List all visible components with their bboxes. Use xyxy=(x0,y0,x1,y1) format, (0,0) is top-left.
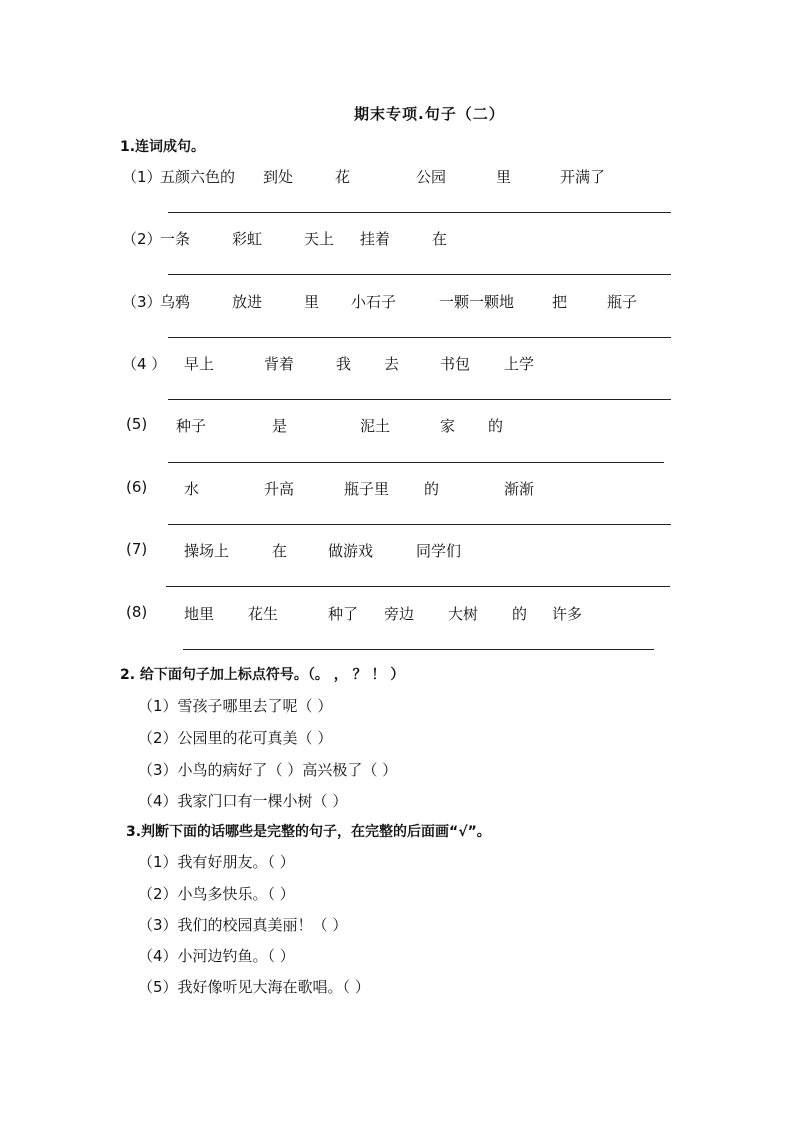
word-card: 在 xyxy=(272,542,288,560)
judgement-item[interactable]: （1）我有好朋友。（ ） xyxy=(138,853,295,871)
word-card: 一条 xyxy=(160,230,191,248)
word-card: 背着 xyxy=(264,355,295,373)
row-number: (8) xyxy=(126,603,148,621)
word-card: 种子 xyxy=(176,417,207,435)
word-card: 瓶子 xyxy=(607,293,638,311)
row-number: (6) xyxy=(126,478,148,496)
word-card: 开满了 xyxy=(560,168,606,186)
exercise-row xyxy=(0,478,794,498)
word-card: 把 xyxy=(552,293,568,311)
exercise-row xyxy=(0,353,794,373)
section-1-heading: 1.连词成句。 xyxy=(120,139,206,155)
word-card: 小石子 xyxy=(351,293,397,311)
word-card: 乌鸦 xyxy=(160,293,191,311)
judgement-item[interactable]: （3）我们的校园真美丽！（ ） xyxy=(138,916,348,934)
word-card: 上学 xyxy=(504,355,535,373)
answer-line[interactable] xyxy=(168,337,671,338)
word-card: 花生 xyxy=(248,605,279,623)
word-card: 早上 xyxy=(184,355,215,373)
word-card: 我 xyxy=(336,355,352,373)
word-card: 水 xyxy=(184,480,200,498)
word-card: 许多 xyxy=(552,605,583,623)
row-number: (5) xyxy=(126,415,148,433)
word-card: 渐渐 xyxy=(504,480,535,498)
exercise-row xyxy=(0,228,794,248)
punctuation-item[interactable]: （3）小鸟的病好了（ ）高兴极了（ ） xyxy=(138,761,398,779)
row-number: （1） xyxy=(122,168,162,186)
word-card: 家 xyxy=(440,417,456,435)
answer-line[interactable] xyxy=(168,212,671,213)
word-card: 天上 xyxy=(304,230,335,248)
word-card: 里 xyxy=(496,168,512,186)
page-title: 期末专项.句子（二） xyxy=(354,105,505,123)
punctuation-item[interactable]: （4）我家门口有一棵小树（ ） xyxy=(138,792,348,810)
word-card: 一颗一颗地 xyxy=(439,293,515,311)
exercise-row xyxy=(0,166,794,186)
answer-line[interactable] xyxy=(168,399,671,400)
word-card: 挂着 xyxy=(360,230,391,248)
punctuation-item[interactable]: （2）公园里的花可真美（ ） xyxy=(138,729,333,747)
judgement-item[interactable]: （4）小河边钓鱼。（ ） xyxy=(138,947,295,965)
punctuation-item[interactable]: （1）雪孩子哪里去了呢（ ） xyxy=(138,697,333,715)
row-number: (7) xyxy=(126,540,148,558)
word-card: 的 xyxy=(424,480,440,498)
word-card: 五颜六色的 xyxy=(160,168,236,186)
row-number: （2） xyxy=(122,230,162,248)
word-card: 泥土 xyxy=(360,417,391,435)
answer-line[interactable] xyxy=(166,586,670,587)
word-card: 彩虹 xyxy=(232,230,263,248)
word-card: 公园 xyxy=(416,168,447,186)
word-card: 书包 xyxy=(440,355,471,373)
word-card: 旁边 xyxy=(384,605,415,623)
word-card: 做游戏 xyxy=(328,542,374,560)
word-card: 放进 xyxy=(232,293,263,311)
row-number: （4 ） xyxy=(122,355,167,373)
answer-line[interactable] xyxy=(168,462,664,463)
word-card: 种了 xyxy=(328,605,359,623)
word-card: 里 xyxy=(304,293,320,311)
word-card: 操场上 xyxy=(184,542,230,560)
word-card: 的 xyxy=(488,417,504,435)
exercise-row xyxy=(0,291,794,311)
word-card: 瓶子里 xyxy=(344,480,390,498)
exercise-row xyxy=(0,603,794,623)
word-card: 大树 xyxy=(448,605,479,623)
section-2-heading: 2. 给下面句子加上标点符号。（。 ， ？ ！ ） xyxy=(120,667,405,683)
section-3-heading: 3.判断下面的话哪些是完整的句子，在完整的后面画“√”。 xyxy=(126,824,491,840)
word-card: 地里 xyxy=(184,605,215,623)
answer-line[interactable] xyxy=(168,274,671,275)
word-card: 去 xyxy=(384,355,400,373)
exercise-row xyxy=(0,540,794,560)
word-card: 在 xyxy=(432,230,448,248)
word-card: 是 xyxy=(272,417,288,435)
word-card: 同学们 xyxy=(416,542,462,560)
word-card: 的 xyxy=(512,605,528,623)
word-card: 到处 xyxy=(263,168,294,186)
row-number: （3） xyxy=(122,293,162,311)
exercise-row xyxy=(0,415,794,435)
word-card: 升高 xyxy=(264,480,295,498)
answer-line[interactable] xyxy=(183,649,654,650)
judgement-item[interactable]: （2）小鸟多快乐。（ ） xyxy=(138,885,295,903)
answer-line[interactable] xyxy=(168,524,671,525)
word-card: 花 xyxy=(335,168,351,186)
judgement-item[interactable]: （5）我好像听见大海在歌唱。（ ） xyxy=(138,978,370,996)
